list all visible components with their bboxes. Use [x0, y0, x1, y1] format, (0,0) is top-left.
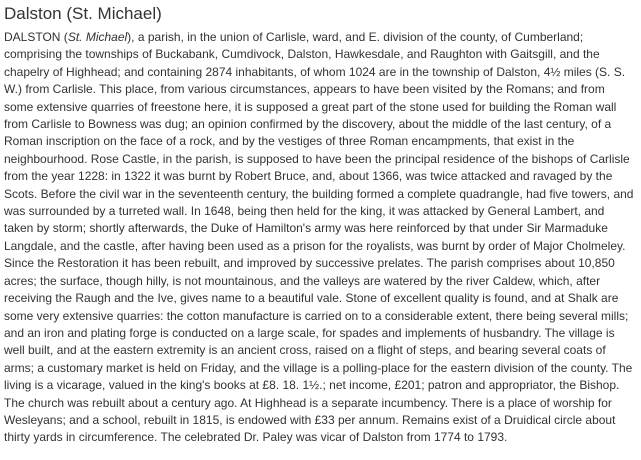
entry-title: Dalston (St. Michael)	[4, 4, 162, 23]
entry-body-text: ), a parish, in the union of Carlisle, ward, and E. division of the county, of Cumberland; comprising the townships of Buckabank, Cumdivock, Dalston, Hawkesdale, and Raughton with Gaitsgill, and the chapelry of Highhead; and containing 2874 inhabitants, of whom 1024 are in the township of Dalston, 4½ miles (S. S. W.) from Carlisle. This place, from various circumstances, appears to have been visited by the Romans; and from some extensive quarries of freestone here, it is supposed a great part of the stone used for building the Roman wall from Carlisle to Bowness was dug; an opinion confirmed by the discovery, about the middle of the last century, of a Roman inscription on the face of a rock, and by the vestiges of three Roman encampments, that exist in the neighbourhood. Rose Castle, in the parish, is supposed to have been the principal residence of the bishops of Carlisle from the year 1228: in 1322 it was burnt by Robert Bruce, and, about 1366, was twice attacked and ravaged by the Scots. Before the civil war in the seventeenth century, the building formed a complete quadrangle, had five towers, and was surrounded by a turreted wall. In 1648, being then held for the king, it was attacked by General Lambert, and taken by storm; shortly afterwards, the Duke of Hamilton's army was here reinforced by that under Sir Marmaduke Langdale, and the castle, after having been used as a prison for the royalists, was burnt by order of Major Cholmeley. Since the Restoration it has been rebuilt, and improved by successive prelates. The parish comprises about 10,850 acres; the surface, though hilly, is not mountainous, and the valleys are watered by the river Caldew, which, after receiving the Raugh and the Ive, gives name to a beautiful vale. Stone of excellent quality is found, and at Shalk are some very extensive quarries: the cotton manufacture is carried on to a considerable extent, there being several mills; and an iron and plating forge is conducted on a large scale, for spades and implements of husbandry. The village is well built, and at the eastern extremity is an ancient cross, raised on a flight of steps, and bearing several coats of arms; a customary market is held on Friday, and the village is a polling-place for the eastern division of the county. The living is a vicarage, valued in the king's books at £8. 18. 1½.; net income, £201; patron and appropriator, the Bishop. The church was rebuilt about a century ago. At Highhead is a separate incumbency. There is a place of worship for Wesleyans; and a school, rebuilt in 1815, is endowed with £33 per annum. Remains exist of a Druidical circle about thirty yards in circumference. The celebrated Dr. Paley was vicar of Dalston from 1774 to 1793.	[4, 30, 634, 445]
entry-body	[4, 29, 637, 447]
entry-head-open: (	[60, 30, 68, 44]
entry-head-italic: St. Michael	[67, 30, 128, 44]
entry-head-word: DALSTON	[4, 30, 61, 44]
